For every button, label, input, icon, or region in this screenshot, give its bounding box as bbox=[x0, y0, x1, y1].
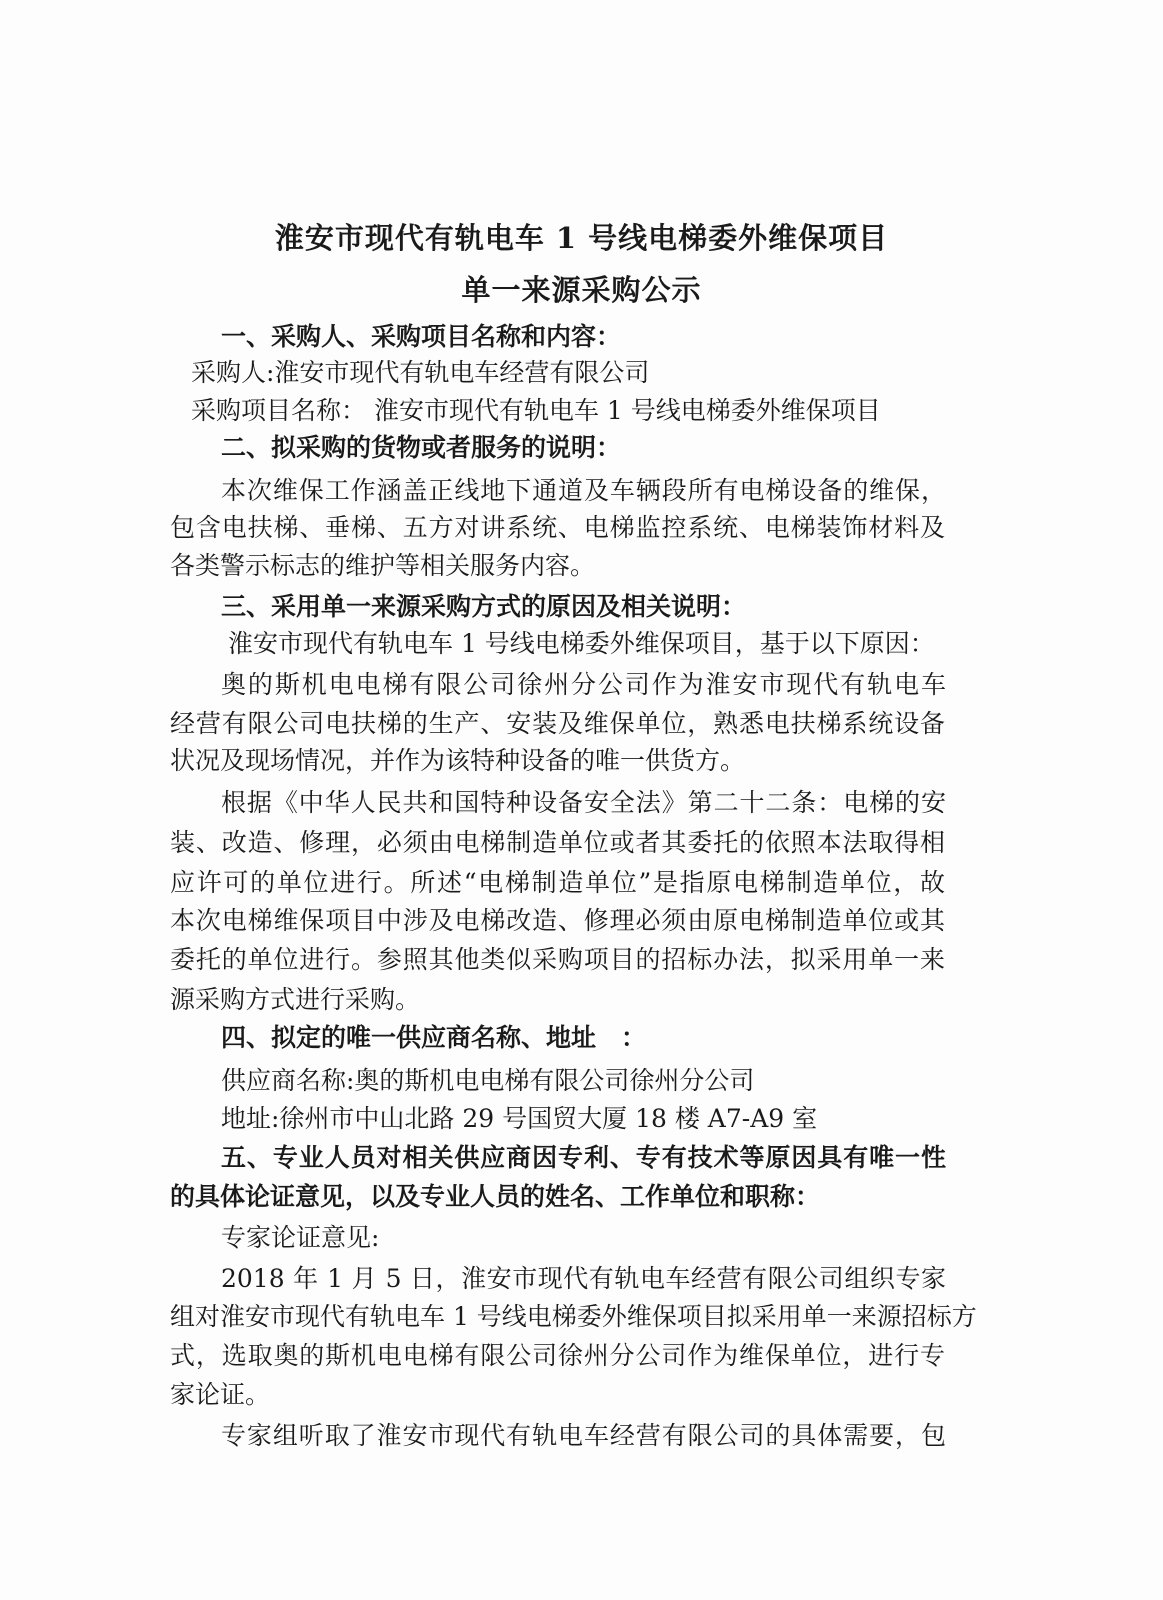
section3-heading: 三、采用单一来源采购方式的原因及相关说明： bbox=[221, 592, 747, 621]
section1-heading: 一、采购人、采购项目名称和内容： bbox=[221, 322, 622, 351]
section5-para1-line: 组对淮安市现代有轨电车 1 号线电梯委外维保项目拟采用单一来源招标方 bbox=[170, 1302, 977, 1331]
purchaser-line: 采购人:淮安市现代有轨电车经营有限公司 bbox=[191, 358, 650, 387]
section3-para1-line: 奥的斯机电电梯有限公司徐州分公司作为淮安市现代有轨电车 bbox=[221, 670, 946, 699]
document-title-line1: 淮安市现代有轨电车 1 号线电梯委外维保项目 bbox=[274, 221, 889, 255]
section5-heading-line: 的具体论证意见，以及专业人员的姓名、工作单位和职称： bbox=[170, 1182, 821, 1211]
section4-heading: 四、拟定的唯一供应商名称、地址 ： bbox=[221, 1023, 647, 1052]
section5-para1-line: 式，选取奥的斯机电电梯有限公司徐州分公司作为维保单位，进行专 bbox=[170, 1341, 945, 1370]
section3-intro: 淮安市现代有轨电车 1 号线电梯委外维保项目，基于以下原因： bbox=[228, 629, 935, 658]
expert-opinion-label: 专家论证意见: bbox=[221, 1223, 380, 1252]
section3-para2-line: 源采购方式进行采购。 bbox=[170, 985, 421, 1014]
section3-para2-line: 根据《中华人民共和国特种设备安全法》第二十二条：电梯的安 bbox=[221, 788, 946, 817]
section3-para1-line: 状况及现场情况，并作为该特种设备的唯一供货方。 bbox=[170, 746, 746, 775]
address-line: 地址:徐州市中山北路 29 号国贸大厦 18 楼 A7-A9 室 bbox=[221, 1104, 818, 1133]
supplier-line: 供应商名称:奥的斯机电电梯有限公司徐州分公司 bbox=[221, 1066, 755, 1095]
section5-heading-line: 五、专业人员对相关供应商因专利、专有技术等原因具有唯一性 bbox=[221, 1143, 946, 1172]
section2-line: 本次维保工作涵盖正线地下通道及车辆段所有电梯设备的维保， bbox=[221, 476, 946, 505]
section3-para2-line: 委托的单位进行。参照其他类似采购项目的招标办法，拟采用单一来 bbox=[170, 945, 945, 974]
section5-para1-line: 2018 年 1 月 5 日，淮安市现代有轨电车经营有限公司组织专家 bbox=[221, 1264, 946, 1293]
document-title-line2: 单一来源采购公示 bbox=[461, 273, 702, 307]
section2-line: 各类警示标志的维护等相关服务内容。 bbox=[170, 551, 596, 580]
project-name-line: 采购项目名称： 淮安市现代有轨电车 1 号线电梯委外维保项目 bbox=[191, 396, 881, 425]
section2-line: 包含电扶梯、垂梯、五方对讲系统、电梯监控系统、电梯装饰材料及 bbox=[170, 513, 945, 542]
section3-para2-line: 应许可的单位进行。所述“电梯制造单位”是指原电梯制造单位，故 bbox=[170, 868, 945, 897]
section3-para1-line: 经营有限公司电扶梯的生产、安装及维保单位，熟悉电扶梯系统设备 bbox=[170, 709, 945, 738]
section2-heading: 二、拟采购的货物或者服务的说明： bbox=[221, 433, 622, 462]
section5-para1-line: 家论证。 bbox=[170, 1380, 271, 1409]
section3-para2-line: 装、改造、修理，必须由电梯制造单位或者其委托的依照本法取得相 bbox=[170, 828, 945, 857]
section3-para2-line: 本次电梯维保项目中涉及电梯改造、修理必须由原电梯制造单位或其 bbox=[170, 906, 945, 935]
section5-para2-line: 专家组听取了淮安市现代有轨电车经营有限公司的具体需要，包 bbox=[221, 1421, 946, 1450]
